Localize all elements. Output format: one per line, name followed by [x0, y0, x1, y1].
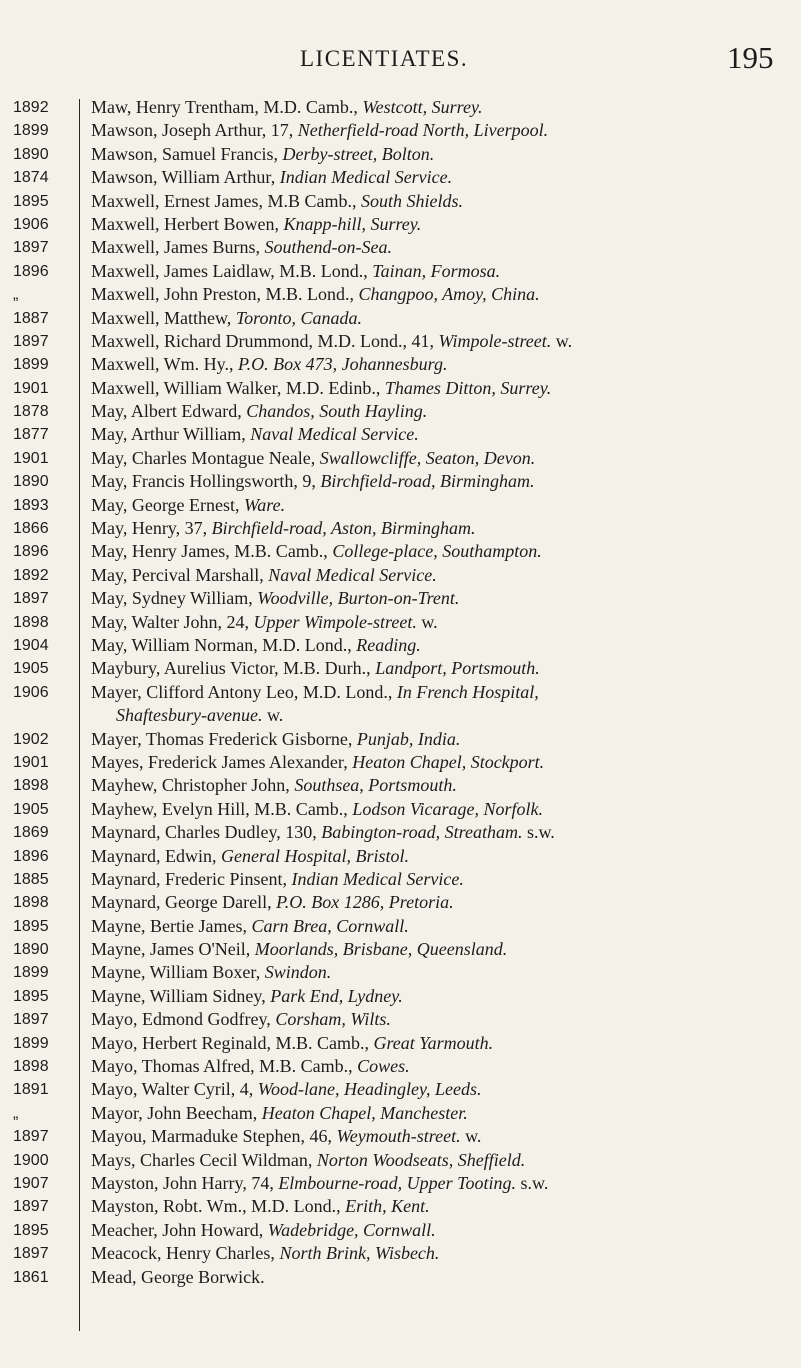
- entry-text: [91, 564, 797, 587]
- list-item: [0, 657, 801, 680]
- entry-name: Mayne, James O'Neil,: [91, 939, 255, 960]
- entry-text: [91, 751, 797, 774]
- entry-name: May, Charles Montague Neale,: [91, 447, 320, 468]
- entry-year: 1893: [13, 496, 49, 514]
- list-item: [0, 1149, 801, 1172]
- list-item: [0, 587, 801, 610]
- entry-text: [91, 517, 797, 540]
- entry-year: 1896: [13, 543, 49, 561]
- entry-address: Tainan, Formosa.: [372, 260, 501, 281]
- entry-year: 1899: [13, 122, 49, 140]
- entry-year: 1895: [13, 987, 49, 1005]
- entry-address: Southsea, Portsmouth.: [294, 775, 457, 796]
- entry-address: Naval Medical Service.: [268, 564, 437, 585]
- list-item: [0, 190, 801, 213]
- entry-name: Maxwell, James Burns,: [91, 237, 265, 258]
- entry-text: [91, 868, 797, 891]
- entry-name: Maxwell, Richard Drummond, M.D. Lond., 41,: [91, 330, 439, 351]
- entry-address: Changpoo, Amoy, China.: [358, 284, 540, 305]
- entry-year: 1905: [13, 660, 49, 678]
- entry-year: 1861: [13, 1268, 49, 1286]
- list-item: [0, 798, 801, 821]
- entry-name: Mayston, Robt. Wm., M.D. Lond.,: [91, 1196, 346, 1217]
- entry-year: 1892: [13, 566, 49, 584]
- entry-name: Mayhew, Evelyn Hill, M.B. Camb.,: [91, 798, 353, 819]
- entry-text: [91, 1008, 797, 1031]
- list-item: [0, 985, 801, 1008]
- list-item: [0, 447, 801, 470]
- list-item: [0, 260, 801, 283]
- list-item: [0, 143, 801, 166]
- entry-name: Maxwell, Matthew,: [91, 307, 236, 328]
- entry-address: Upper Wimpole-street.: [253, 611, 417, 632]
- entry-year: 1905: [13, 800, 49, 818]
- entry-name: Mayor, John Beecham,: [91, 1102, 262, 1123]
- entry-name: Mawson, Samuel Francis,: [91, 143, 283, 164]
- entry-text: [91, 938, 797, 961]
- entry-year: 1896: [13, 262, 49, 280]
- entry-year: 1898: [13, 777, 49, 795]
- list-item: [0, 236, 801, 259]
- entry-name: Mayne, William Sidney,: [91, 985, 271, 1006]
- entry-name: May, William Norman, M.D. Lond.,: [91, 634, 357, 655]
- entry-text: [91, 1102, 797, 1125]
- entry-year: 1897: [13, 1011, 49, 1029]
- entry-address: Indian Medical Service.: [279, 167, 453, 188]
- list-item: [0, 1078, 801, 1101]
- entry-address: Knapp-hill, Surrey.: [283, 213, 422, 234]
- entry-address: Toronto, Canada.: [235, 307, 363, 328]
- list-item: [0, 540, 801, 563]
- page-number: 195: [727, 40, 774, 75]
- list-item: [0, 564, 801, 587]
- entry-address: Weymouth-street.: [336, 1126, 461, 1147]
- entry-address: Southend-on-Sea.: [264, 237, 392, 258]
- list-item: [0, 307, 801, 330]
- entry-address: Cowes.: [357, 1056, 410, 1077]
- licentiates-list: [0, 96, 801, 1289]
- entry-address: Derby-street, Bolton.: [282, 143, 435, 164]
- entry-year: 1907: [13, 1174, 49, 1192]
- entry-year: 1901: [13, 449, 49, 467]
- entry-year: „: [13, 1104, 19, 1122]
- entry-name: Mayou, Marmaduke Stephen, 46,: [91, 1126, 337, 1147]
- entry-text: [91, 1195, 797, 1218]
- entry-text: [91, 1032, 797, 1055]
- entry-address: Wimpole-street.: [438, 330, 552, 351]
- page-header: [0, 38, 801, 78]
- entry-name: Mead, George Borwick.: [91, 1266, 265, 1287]
- entry-text: [91, 283, 797, 306]
- entry-address: Heaton Chapel, Stockport.: [352, 751, 545, 772]
- list-item: [0, 1266, 801, 1289]
- entry-text: [91, 1149, 797, 1172]
- list-item: [0, 1055, 801, 1078]
- entry-address: Swindon.: [264, 962, 332, 983]
- entry-text: [91, 213, 797, 236]
- list-item: [0, 728, 801, 751]
- entry-address: Norton Woodseats, Sheffield.: [316, 1149, 526, 1170]
- list-item: [0, 938, 801, 961]
- entry-year: 1899: [13, 964, 49, 982]
- entry-address: South Shields.: [360, 190, 463, 211]
- list-item: [0, 634, 801, 657]
- entry-address: P.O. Box 473, Johannesburg.: [237, 354, 448, 375]
- entry-address: Chandos, South Hayling.: [246, 401, 428, 422]
- entry-year: 1887: [13, 309, 49, 327]
- entry-name: May, Sydney William,: [91, 588, 258, 609]
- entry-text: [91, 1055, 797, 1078]
- entry-address: Naval Medical Service.: [250, 424, 419, 445]
- entry-text: [91, 423, 797, 446]
- entry-name: Mayo, Edmond Godfrey,: [91, 1009, 276, 1030]
- entry-text: [91, 540, 797, 563]
- entry-year: 1897: [13, 239, 49, 257]
- entry-text: [91, 143, 797, 166]
- entry-address: Wadebridge, Cornwall.: [267, 1219, 436, 1240]
- entry-text: [91, 1219, 797, 1242]
- entry-address: Ware.: [243, 494, 286, 515]
- entry-text: [91, 798, 797, 821]
- entry-year: 1895: [13, 1221, 49, 1239]
- entry-year: 1899: [13, 356, 49, 374]
- entry-year: 1900: [13, 1151, 49, 1169]
- entry-year: 1877: [13, 426, 49, 444]
- entry-address: Elmbourne-road, Upper Tooting.: [278, 1172, 516, 1193]
- entry-name: Maw, Henry Trentham, M.D. Camb.,: [91, 97, 363, 117]
- entry-text: [91, 915, 797, 938]
- entry-text: [91, 96, 797, 119]
- entry-address: Great Yarmouth.: [373, 1032, 494, 1053]
- entry-text: [91, 119, 797, 142]
- entry-name: Maxwell, William Walker, M.D. Edinb.,: [91, 377, 385, 398]
- entry-address: In French Hospital,: [396, 681, 539, 702]
- entry-text: [91, 447, 797, 470]
- entry-address: Erith, Kent.: [345, 1196, 430, 1217]
- entry-year: 1898: [13, 1058, 49, 1076]
- entry-year: 1897: [13, 590, 49, 608]
- list-item: [0, 1032, 801, 1055]
- entry-text: [91, 1125, 797, 1148]
- entry-name: May, Henry James, M.B. Camb.,: [91, 541, 333, 562]
- entry-text: [91, 985, 797, 1008]
- entry-name: Mayo, Herbert Reginald, M.B. Camb.,: [91, 1032, 374, 1053]
- list-item: [0, 774, 801, 797]
- entry-address: Corsham, Wilts.: [275, 1009, 391, 1030]
- list-item: [0, 283, 801, 306]
- entry-text: [91, 236, 797, 259]
- entry-text: [91, 190, 797, 213]
- entry-name: Meacher, John Howard,: [91, 1219, 268, 1240]
- list-item: [0, 517, 801, 540]
- entry-year: 1890: [13, 145, 49, 163]
- entry-address: Swallowcliffe, Seaton, Devon.: [319, 447, 536, 468]
- entry-address: Indian Medical Service.: [291, 868, 464, 889]
- entry-text: [91, 377, 797, 400]
- list-item: [0, 96, 801, 119]
- entry-text: [91, 1078, 797, 1101]
- entry-year: 1885: [13, 870, 49, 888]
- entry-year: 1901: [13, 379, 49, 397]
- list-item: [0, 1008, 801, 1031]
- entry-year: 1899: [13, 1034, 49, 1052]
- entry-year: 1897: [13, 1245, 49, 1263]
- entry-name: Mayer, Thomas Frederick Gisborne,: [91, 728, 357, 749]
- entry-address: Birchfield-road, Aston, Birmingham.: [211, 518, 476, 539]
- list-item: [0, 961, 801, 984]
- entry-address: Park End, Lydney.: [270, 985, 403, 1006]
- list-item: [0, 423, 801, 446]
- entry-address: North Brink, Wisbech.: [279, 1243, 440, 1264]
- list-item: [0, 821, 801, 844]
- list-item: [0, 353, 801, 376]
- list-item: [0, 915, 801, 938]
- entry-name: Maxwell, Wm. Hy.,: [91, 354, 238, 375]
- list-item: [0, 611, 801, 634]
- list-item: [0, 1195, 801, 1218]
- entry-text: [91, 657, 797, 680]
- entry-name: Maynard, Edwin,: [91, 845, 221, 866]
- entry-year: 1897: [13, 1128, 49, 1146]
- entry-text: [91, 260, 797, 283]
- entry-district: w.: [460, 1126, 482, 1147]
- entry-year: 1906: [13, 683, 49, 701]
- entry-name: Maxwell, John Preston, M.B. Lond.,: [91, 284, 359, 305]
- list-item: [0, 891, 801, 914]
- list-item: [0, 1242, 801, 1265]
- entry-address-continued: Shaftesbury-avenue.: [116, 705, 263, 726]
- entry-address: Heaton Chapel, Manchester.: [261, 1102, 468, 1123]
- entry-address: Babington-road, Streatham.: [321, 822, 523, 843]
- entry-year: 1904: [13, 636, 49, 654]
- entry-text: [91, 821, 797, 844]
- entry-year: 1898: [13, 613, 49, 631]
- entry-year: 1890: [13, 473, 49, 491]
- entry-text: [91, 1242, 797, 1265]
- entry-name: Maxwell, James Laidlaw, M.B. Lond.,: [91, 260, 373, 281]
- entry-address: Birchfield-road, Birmingham.: [320, 471, 535, 492]
- entry-text: [91, 845, 797, 868]
- entry-text: [91, 166, 797, 189]
- entry-text: [91, 330, 797, 353]
- list-item: [0, 470, 801, 493]
- entry-text: [91, 587, 797, 610]
- entry-text: [91, 1172, 797, 1195]
- entry-year: 1906: [13, 215, 49, 233]
- entry-name: Mawson, Joseph Arthur, 17,: [91, 120, 298, 141]
- entry-district: w.: [416, 611, 438, 632]
- list-item: [0, 1172, 801, 1195]
- entry-year: 1897: [13, 332, 49, 350]
- entry-text: [91, 634, 797, 657]
- entry-name: Mawson, William Arthur,: [91, 167, 280, 188]
- entry-address: Moorlands, Brisbane, Queensland.: [254, 939, 508, 960]
- list-item: [0, 377, 801, 400]
- entry-address: Netherfield-road North, Liverpool.: [297, 120, 549, 141]
- entry-year: 1895: [13, 917, 49, 935]
- list-item: [0, 166, 801, 189]
- entry-text: [91, 400, 797, 423]
- entry-address: Woodville, Burton-on-Trent.: [257, 588, 460, 609]
- list-item: [0, 1219, 801, 1242]
- entry-name: May, Percival Marshall,: [91, 564, 269, 585]
- entry-name: Mayo, Walter Cyril, 4,: [91, 1079, 258, 1100]
- entry-name: Mayo, Thomas Alfred, M.B. Camb.,: [91, 1056, 358, 1077]
- entry-name: Maynard, Frederic Pinsent,: [91, 868, 292, 889]
- entry-address: College-place, Southampton.: [332, 541, 542, 562]
- entry-name: Maynard, George Darell,: [91, 892, 277, 913]
- entry-text: [91, 961, 797, 984]
- entry-name: May, George Ernest,: [91, 494, 244, 515]
- list-item: [0, 330, 801, 353]
- entry-name: Mayer, Clifford Antony Leo, M.D. Lond.,: [91, 681, 397, 702]
- list-item: [0, 400, 801, 423]
- entry-year: 1895: [13, 192, 49, 210]
- entry-name: Mayne, Bertie James,: [91, 915, 252, 936]
- entry-address: General Hospital, Bristol.: [220, 845, 409, 866]
- entry-address: Punjab, India.: [356, 728, 461, 749]
- entry-name: Maxwell, Herbert Bowen,: [91, 213, 284, 234]
- list-item: [0, 494, 801, 517]
- entry-district: s.w.: [516, 1172, 549, 1193]
- entry-address: Wood-lane, Headingley, Leeds.: [257, 1079, 482, 1100]
- entry-name: May, Albert Edward,: [91, 401, 247, 422]
- entry-name: Mayes, Frederick James Alexander,: [91, 751, 353, 772]
- entry-text: [91, 891, 797, 914]
- entry-year: 1897: [13, 1198, 49, 1216]
- list-item: [0, 1125, 801, 1148]
- entry-year: 1866: [13, 520, 49, 538]
- list-item: [0, 1102, 801, 1125]
- entry-name: May, Walter John, 24,: [91, 611, 254, 632]
- entry-text: [91, 307, 797, 330]
- entry-name: Mays, Charles Cecil Wildman,: [91, 1149, 317, 1170]
- entry-name: Mayne, William Boxer,: [91, 962, 265, 983]
- entry-year: „: [13, 286, 19, 304]
- entry-address: Lodson Vicarage, Norfolk.: [352, 798, 543, 819]
- running-head: LICENTIATES.: [300, 46, 469, 71]
- entry-text: [91, 1266, 797, 1289]
- entry-text: [91, 494, 797, 517]
- entry-name: May, Arthur William,: [91, 424, 251, 445]
- entry-year: 1902: [13, 730, 49, 748]
- entry-text: [91, 681, 797, 704]
- list-item: [0, 119, 801, 142]
- entry-district: w.: [262, 705, 284, 726]
- entry-year: 1878: [13, 403, 49, 421]
- entry-address: Thames Ditton, Surrey.: [384, 377, 552, 398]
- entry-year: 1901: [13, 753, 49, 771]
- entry-district: s.w.: [522, 822, 555, 843]
- entry-year: 1869: [13, 824, 49, 842]
- entry-text: [91, 353, 797, 376]
- entry-year: 1892: [13, 99, 49, 116]
- entry-name: May, Francis Hollingsworth, 9,: [91, 471, 321, 492]
- entry-address: Carn Brea, Cornwall.: [251, 915, 409, 936]
- entry-text: [91, 728, 797, 751]
- entry-district: w.: [551, 330, 573, 351]
- entry-name: Mayston, John Harry, 74,: [91, 1172, 279, 1193]
- list-item: [0, 751, 801, 774]
- entry-name: Maynard, Charles Dudley, 130,: [91, 822, 322, 843]
- entry-name: May, Henry, 37,: [91, 518, 212, 539]
- entry-text: [91, 470, 797, 493]
- entry-name: Mayhew, Christopher John,: [91, 775, 295, 796]
- entry-year: 1890: [13, 941, 49, 959]
- list-item: [0, 845, 801, 868]
- entry-name: Maybury, Aurelius Victor, M.B. Durh.,: [91, 658, 376, 679]
- entry-address: Landport, Portsmouth.: [375, 658, 540, 679]
- entry-year: 1896: [13, 847, 49, 865]
- entry-continuation: [116, 704, 283, 727]
- entry-text: [91, 774, 797, 797]
- entry-address: Reading.: [356, 634, 421, 655]
- entry-address: Westcott, Surrey.: [362, 97, 483, 117]
- entry-address: P.O. Box 1286, Pretoria.: [276, 892, 454, 913]
- entry-year: 1891: [13, 1081, 49, 1099]
- entry-name: Meacock, Henry Charles,: [91, 1243, 280, 1264]
- entry-name: Maxwell, Ernest James, M.B Camb.,: [91, 190, 361, 211]
- entry-text: [91, 611, 797, 634]
- entry-year: 1898: [13, 894, 49, 912]
- entry-year: 1874: [13, 169, 49, 187]
- list-item: [0, 868, 801, 891]
- list-item: [0, 681, 801, 728]
- list-item: [0, 213, 801, 236]
